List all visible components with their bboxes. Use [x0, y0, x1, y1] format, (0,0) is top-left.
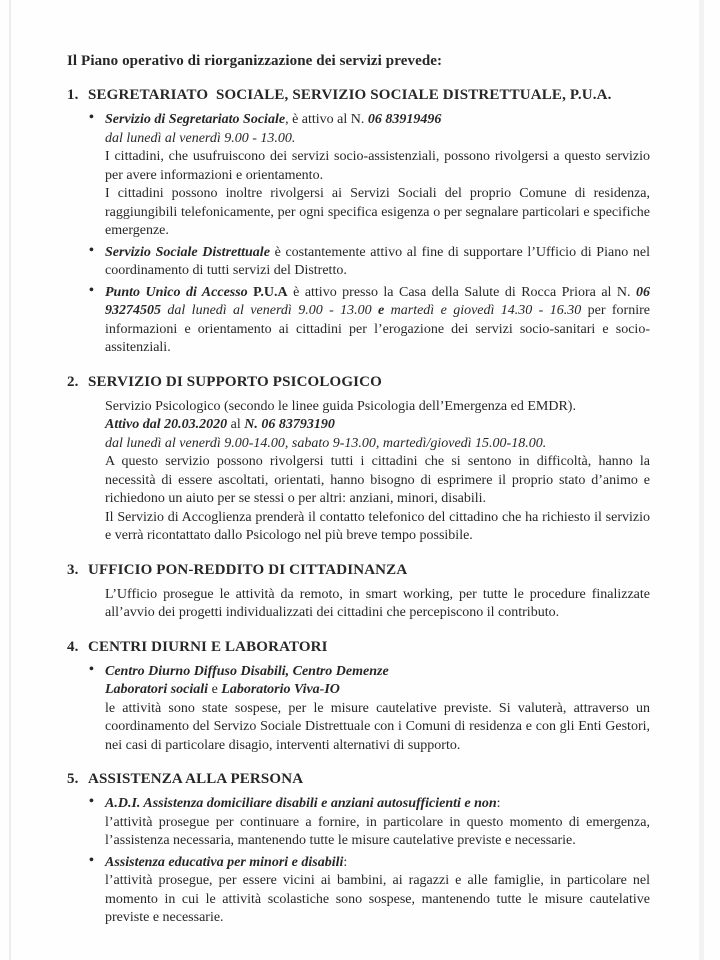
text-block — [67, 398, 650, 546]
text-run: le attività sono state sospese, per le misure cautelative previste. Si valuterà, attraverso un coordinamento del Servizo Sociale Distrettuale con i Comuni di residenza e con gli Enti Gestori, nei casi di particolare disagio, interventi alternativi di supporto. — [105, 700, 650, 753]
paragraph — [105, 586, 650, 623]
section-heading: ASSISTENZA ALLA PERSONA — [88, 771, 304, 787]
text-run: I cittadini, che usufruiscono dei servizi socio-assistenziali, possono rivolgersi a questo servizio per avere informazioni e orientamento. — [105, 149, 650, 183]
section-heading: SEGRETARIATO SOCIALE, SERVIZIO SOCIALE DISTRETTUALE, P.U.A. — [88, 87, 612, 103]
paragraph — [105, 814, 650, 851]
text-run: martedì e giovedì 14.30 - 16.30 — [384, 303, 582, 318]
section-5 — [67, 770, 650, 928]
list-item — [67, 795, 650, 851]
text-run: l’attività prosegue per continuare a fornire, in particolare in questo momento di emergenza, l’assistenza necessaria, mantenendo tutte le misure cautelative previste e necessarie. — [105, 814, 650, 848]
text-run: Assistenza educativa per minori e disabili — [105, 854, 344, 870]
paragraph — [105, 795, 650, 814]
text-run: Centro Diurno Diffuso Disabili, Centro Demenze — [105, 663, 389, 679]
bullet-icon: • — [89, 110, 94, 125]
bullet-icon: • — [89, 794, 94, 809]
section-3 — [67, 561, 650, 623]
page-edge-left — [9, 0, 11, 960]
section-4 — [67, 638, 650, 756]
paragraph — [105, 681, 650, 700]
text-run: Laboratorio Viva-IO — [221, 682, 340, 697]
paragraph — [105, 398, 650, 417]
bullet-icon: • — [89, 282, 94, 298]
section-heading-row — [67, 86, 650, 105]
item-body — [105, 586, 650, 623]
text-run: e — [208, 682, 222, 697]
document-title: Il Piano operativo di riorganizzazione dei servizi prevede: — [67, 53, 443, 69]
document-content — [67, 52, 650, 928]
page-edge-right — [699, 0, 704, 960]
paragraph — [105, 130, 650, 149]
paragraph — [105, 509, 650, 546]
document-sections — [67, 86, 650, 928]
section-number: 3. — [67, 561, 79, 578]
item-body — [105, 111, 650, 241]
section-heading-row — [67, 638, 650, 657]
text-run: N. 06 83793190 — [244, 417, 335, 432]
text-run: L’Ufficio prosegue le attività da remoto, in smart working, per tutte le procedure finalizzate all’avvio dei progetti individualizzati dei cittadini che percepiscono il contributo. — [105, 586, 650, 620]
paragraph — [105, 872, 650, 928]
text-run: 06 83919496 — [367, 112, 442, 127]
text-run: l’attività prosegue, per essere vicini ai bambini, ai ragazzi e alle famiglie, in particolare nel momento in cui le attività scolastiche sono sospese, mantenendo tutte le misure cautelative previste e necessarie. — [105, 873, 650, 925]
text-run: dal lunedì al venerdì 9.00-14.00, sabato 9-13.00, martedì/giovedì 15.00-18.00. — [105, 435, 547, 451]
list-item — [67, 111, 650, 241]
paragraph — [105, 435, 650, 454]
paragraph — [105, 416, 650, 435]
paragraph — [105, 700, 650, 756]
text-run: Attivo dal 20.03.2020 — [105, 417, 228, 432]
bullet-icon: • — [89, 242, 94, 258]
section-heading: SERVIZIO DI SUPPORTO PSICOLOGICO — [88, 373, 382, 390]
section-heading-row — [67, 770, 650, 789]
section-heading: UFFICIO PON-REDDITO DI CITTADINANZA — [88, 561, 408, 578]
item-body — [105, 795, 650, 851]
paragraph — [105, 148, 650, 185]
text-run: I cittadini possono inoltre rivolgersi ai Servizi Sociali del proprio Comune di residenza, raggiungibili telefonicamente, per ogni specifica esigenza o per segnalare particolari e specifiche emergenze. — [105, 186, 650, 238]
text-run: P.U.A — [247, 284, 288, 300]
text-run: al — [227, 417, 245, 432]
text-run: e — [378, 303, 385, 318]
text-run: Laboratori sociali — [105, 682, 209, 697]
paragraph — [105, 244, 650, 281]
text-run: 06 93274505 — [105, 284, 650, 318]
section-number: 1. — [67, 87, 79, 103]
section-number: 4. — [67, 638, 79, 655]
list-item — [67, 244, 650, 281]
text-run: : — [343, 854, 348, 870]
list-item — [67, 663, 650, 756]
list-item — [67, 854, 650, 928]
section-2 — [67, 373, 650, 546]
paragraph — [105, 284, 650, 358]
text-run: Il Servizio di Accoglienza prenderà il contatto telefonico del cittadino che ha richiesto il servizio e verrà ricontattato dallo Psicologo nel più breve tempo possibile. — [105, 509, 650, 543]
text-run: Servizio Psicologico (secondo le linee guida Psicologia dell’Emergenza ed EMDR). — [105, 398, 576, 414]
section-heading-row — [67, 561, 650, 580]
text-run: per fornire informazioni e orientamento ai cittadini per l’erogazione dei servizi socio-sanitari e socio-assitenziali. — [105, 303, 650, 355]
text-run: Punto Unico di Accesso — [105, 284, 248, 300]
text-run: , è attivo al N. — [285, 112, 368, 127]
text-block — [67, 586, 650, 623]
paragraph — [105, 854, 650, 873]
text-run: Servizio di Segretariato Sociale — [105, 112, 286, 127]
bullet-icon: • — [89, 661, 94, 677]
paragraph — [105, 111, 650, 130]
item-body — [105, 284, 650, 358]
paragraph — [105, 453, 650, 509]
text-run: dal lunedì al venerdì 9.00 - 13.00 — [161, 303, 379, 318]
text-run: è costantemente attivo al fine di supportare l’Ufficio di Piano nel coordinamento di tutti servizi del Distretto. — [105, 244, 650, 278]
section-number: 2. — [67, 373, 79, 390]
text-run: è attivo presso la Casa della Salute di Rocca Priora al N. — [287, 284, 636, 300]
list-item — [67, 284, 650, 358]
section-heading: CENTRI DIURNI E LABORATORI — [88, 638, 328, 655]
item-body — [105, 854, 650, 928]
item-body — [105, 663, 650, 756]
section-heading-row — [67, 373, 650, 392]
text-run: A questo servizio possono rivolgersi tutti i cittadini che si sentono in difficoltà, hanno la necessità di essere ascoltati, orientati, hanno bisogno di esprimere il proprio stato d’animo e richiedono un aiuto per se stessi o per altri: anziani, minori, disabili. — [105, 454, 650, 506]
item-body — [105, 398, 650, 546]
item-body — [105, 244, 650, 281]
section-number: 5. — [67, 771, 79, 787]
paragraph — [105, 185, 650, 241]
paragraph — [105, 663, 650, 682]
text-run: Servizio Sociale Distrettuale — [105, 244, 270, 260]
text-run: A.D.I. Assistenza domiciliare disabili e anziani autosufficienti e non — [105, 796, 497, 811]
bullet-icon: • — [89, 852, 94, 868]
text-run: : — [496, 796, 501, 811]
text-run: dal lunedì al venerdì 9.00 - 13.00. — [105, 130, 296, 146]
section-1 — [67, 86, 650, 358]
